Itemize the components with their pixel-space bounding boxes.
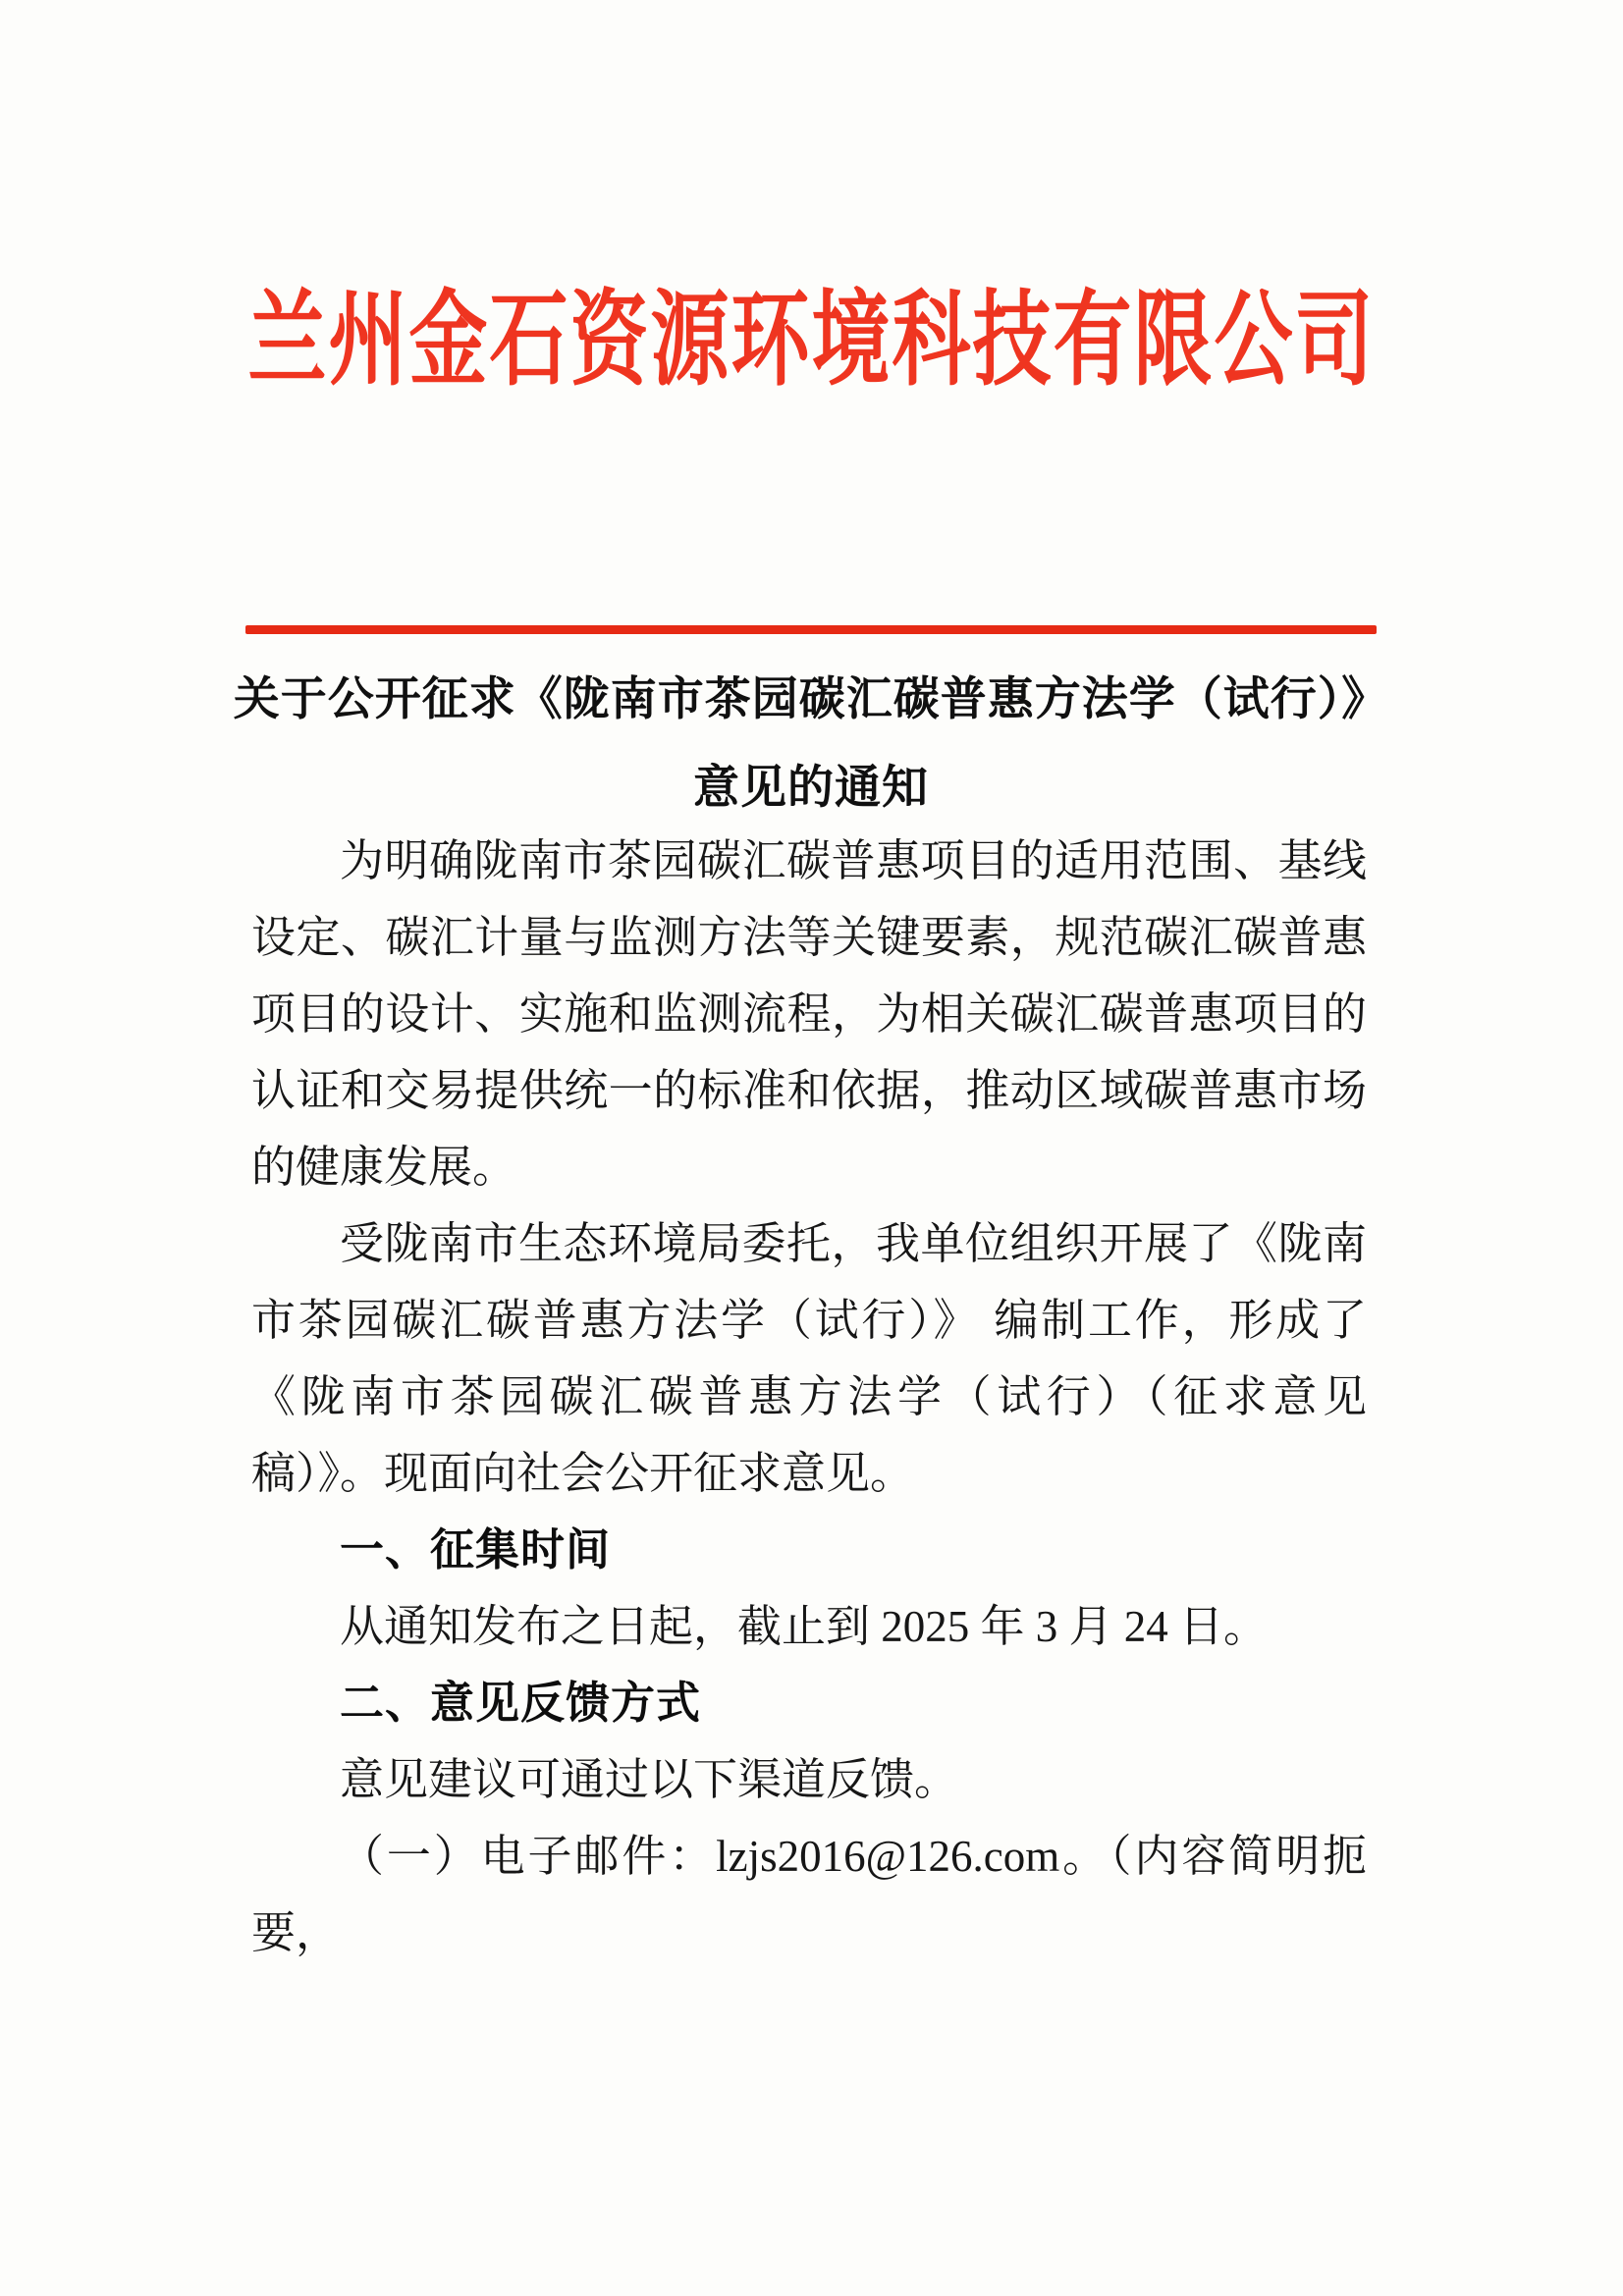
document-title-line1: 关于公开征求《陇南市茶园碳汇碳普惠方法学（试行）》: [233, 674, 1389, 725]
document-title: [226, 656, 1396, 832]
section-heading: 二、意见反馈方式: [340, 1678, 702, 1728]
body-paragraph: 意见建议可通过以下渠道反馈。: [340, 1755, 959, 1804]
red-divider-line: [245, 625, 1377, 634]
document-title-line2: 意见的通知: [693, 763, 929, 814]
body-paragraph: （一）电子邮件：lzjs2016@126.com。（内容简明扼要，: [251, 1832, 1367, 1957]
company-letterhead: [0, 273, 1623, 410]
company-name: 兰州金石资源环境科技有限公司: [247, 284, 1376, 400]
body-paragraph: 从通知发布之日起，截止到 2025 年 3 月 24 日。: [340, 1602, 1269, 1651]
section-heading: 一、征集时间: [340, 1524, 612, 1575]
body-paragraph: 受陇南市生态环境局委托，我单位组织开展了《陇南市茶园碳汇碳普惠方法学（试行）》 编制工作，形成了《陇南市茶园碳汇碳普惠方法学（试行）（征求意见稿）》。现面向社会公开征求意见。: [251, 1219, 1367, 1498]
body-paragraph: 为明确陇南市茶园碳汇碳普惠项目的适用范围、基线设定、碳汇计量与监测方法等关键要素，规范碳汇碳普惠项目的设计、实施和监测流程，为相关碳汇碳普惠项目的认证和交易提供统一的标准和依据，推动区域碳普惠市场的健康发展。: [251, 836, 1367, 1192]
document-body: [251, 823, 1367, 1971]
